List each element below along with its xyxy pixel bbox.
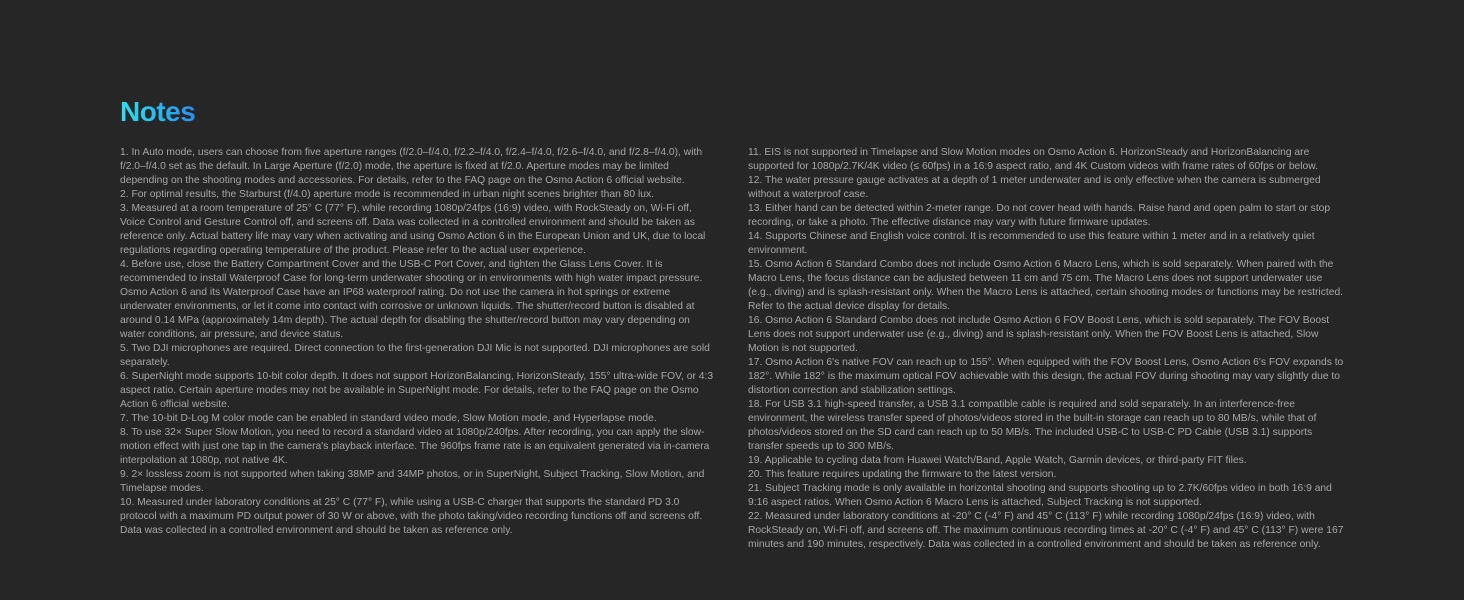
note-item-16: 16. Osmo Action 6 Standard Combo does not include Osmo Action 6 FOV Boost Lens, which is sold separately. The FOV Boost Lens does not support underwater use (e.g., diving) and is splash-resistant only. When the FOV Boost Lens is attached, Slow Motion is not supported. — [748, 315, 1330, 354]
note-item-22: 22. Measured under laboratory conditions at -20° C (-4° F) and 45° C (113° F) while recording 1080p/24fps (16:9) video, with RockSteady on, Wi-Fi off, and screens off. The maximum continuous recording times at -20° C (-4° F) and 45° C (113° F) were 167 minutes and 190 minutes, respectively. Data was collected in a controlled environment and should be taken as reference only. — [748, 511, 1344, 550]
notes-column-right — [748, 146, 1344, 552]
note-item-4: 4. Before use, close the Battery Compartment Cover and the USB-C Port Cover, and tighten the Glass Lens Cover. It is recommended to install Waterproof Case for long-term underwater shooting or in environments with high water impact pressure. Osmo Action 6 and its Waterproof Case have an IP68 waterproof rating. Do not use the camera in hot springs or extreme underwater environments, or let it come into contact with corrosive or unknown liquids. The shutter/record button is disabled at around 0.14 MPa (approximately 14m depth). The actual depth for disabling the shutter/record button may vary depending on water conditions, air pressure, and device status. — [120, 259, 703, 340]
note-item-13: 13. Either hand can be detected within 2-meter range. Do not cover head with hands. Raise hand and open palm to start or stop recording, or take a photo. The effective distance may vary with future firmware updates. — [748, 203, 1331, 228]
note-item-6: 6. SuperNight mode supports 10-bit color depth. It does not support HorizonBalancing, HorizonSteady, 155° ultra-wide FOV, or 4:3 aspect ratio. Certain aperture modes may not be available in SuperNight mode. For details, refer to the FAQ page on the Osmo Action 6 official website. — [120, 371, 714, 410]
note-item-11: 11. EIS is not supported in Timelapse and Slow Motion modes on Osmo Action 6. HorizonSteady and HorizonBalancing are supported for 1080p/2.7K/4K video (≤ 60fps) in a 16:9 aspect ratio, and 4K Custom videos with frame rates of 60fps or below. — [748, 147, 1319, 172]
note-item-21: 21. Subject Tracking mode is only available in horizontal shooting and supports shooting up to 2.7K/60fps video in both 16:9 and 9:16 aspect ratios. When Osmo Action 6 Macro Lens is attached, Subject Tracking is not supported. — [748, 483, 1332, 508]
note-item-20: 20. This feature requires updating the firmware to the latest version. — [748, 469, 1057, 480]
note-item-7: 7. The 10-bit D-Log M color mode can be enabled in standard video mode, Slow Motion mode, and Hyperlapse mode. — [120, 413, 657, 424]
note-item-12: 12. The water pressure gauge activates at a depth of 1 meter underwater and is only effective when the camera is submerged without a waterproof case. — [748, 175, 1321, 200]
note-item-17: 17. Osmo Action 6's native FOV can reach up to 155°. When equipped with the FOV Boost Lens, Osmo Action 6's FOV expands to 182°. While 182° is the maximum optical FOV achievable with this design, the actual FOV during shooting may vary slightly due to distortion correction and stabilization settings. — [748, 357, 1344, 396]
note-item-19: 19. Applicable to cycling data from Huawei Watch/Band, Apple Watch, Garmin devices, or third-party FIT files. — [748, 455, 1247, 466]
note-item-3: 3. Measured at a room temperature of 25° C (77° F), while recording 1080p/24fps (16:9) video, with RockSteady on, Wi-Fi off, Voice Control and Gesture Control off, and screens off. Data was collected in a controlled environment and should be taken as reference only. Actual battery life may vary when activating and using Osmo Action 6 in the European Union and UK, due to local regulations regarding operating temperature of the product. Please refer to the actual user experience. — [120, 203, 706, 256]
page-title: Notes — [120, 92, 195, 132]
note-item-18: 18. For USB 3.1 high-speed transfer, a USB 3.1 compatible cable is required and sold separately. In an interference-free environment, the wireless transfer speed of photos/videos stored in the built-in storage can reach up to 80 MB/s, while that of photos/videos stored on the SD card can reach up to 50 MB/s. The included USB-C to USB-C PD Cable (USB 3.1) supports transfer speeds up to 300 MB/s. — [748, 399, 1317, 452]
note-item-9: 9. 2× lossless zoom is not supported when taking 38MP and 34MP photos, or in SuperNight, Subject Tracking, Slow Motion, and Timelapse modes. — [120, 469, 705, 494]
note-item-5: 5. Two DJI microphones are required. Direct connection to the first-generation DJI Mic is not supported. DJI microphones are sold separately. — [120, 343, 710, 368]
note-item-15: 15. Osmo Action 6 Standard Combo does not include Osmo Action 6 Macro Lens, which is sold separately. When paired with the Macro Lens, the focus distance can be adjusted between 11 cm and 75 cm. The Macro Lens does not support underwater use (e.g., diving) and is splash-resistant only. When the Macro Lens is attached, certain shooting modes or functions may be restricted. Refer to the actual device display for details. — [748, 259, 1344, 312]
note-item-2: 2. For optimal results, the Starburst (f/4.0) aperture mode is recommended in urban night scenes brighter than 80 lux. — [120, 189, 654, 200]
note-item-8: 8. To use 32× Super Slow Motion, you need to record a standard video at 1080p/240fps. After recording, you can apply the slow-motion effect with just one tap in the camera's playback interface. The 960fps frame rate is an equivalent generated via in-camera interpolation at 1080p, not native 4K. — [120, 427, 710, 466]
note-item-14: 14. Supports Chinese and English voice control. It is recommended to use this feature within 1 meter and in a relatively quiet environment. — [748, 231, 1315, 256]
notes-column-left — [120, 146, 716, 538]
note-item-10: 10. Measured under laboratory conditions at 25° C (77° F), while using a USB-C charger that supports the standard PD 3.0 protocol with a maximum PD output power of 30 W or above, with the photo taking/video recording functions off and screens off. Data was collected in a controlled environment and should be taken as reference only. — [120, 497, 703, 536]
note-item-1: 1. In Auto mode, users can choose from five aperture ranges (f/2.0–f/4.0, f/2.2–f/4.0, f/2.4–f/4.0, f/2.6–f/4.0, and f/2.8–f/4.0), with f/2.0–f/4.0 set as the default. In Large Aperture (f/2.0) mode, the aperture is fixed at f/2.0. Aperture modes may be limited depending on the shooting modes and accessories. For details, refer to the FAQ page on the Osmo Action 6 official website. — [120, 147, 703, 186]
